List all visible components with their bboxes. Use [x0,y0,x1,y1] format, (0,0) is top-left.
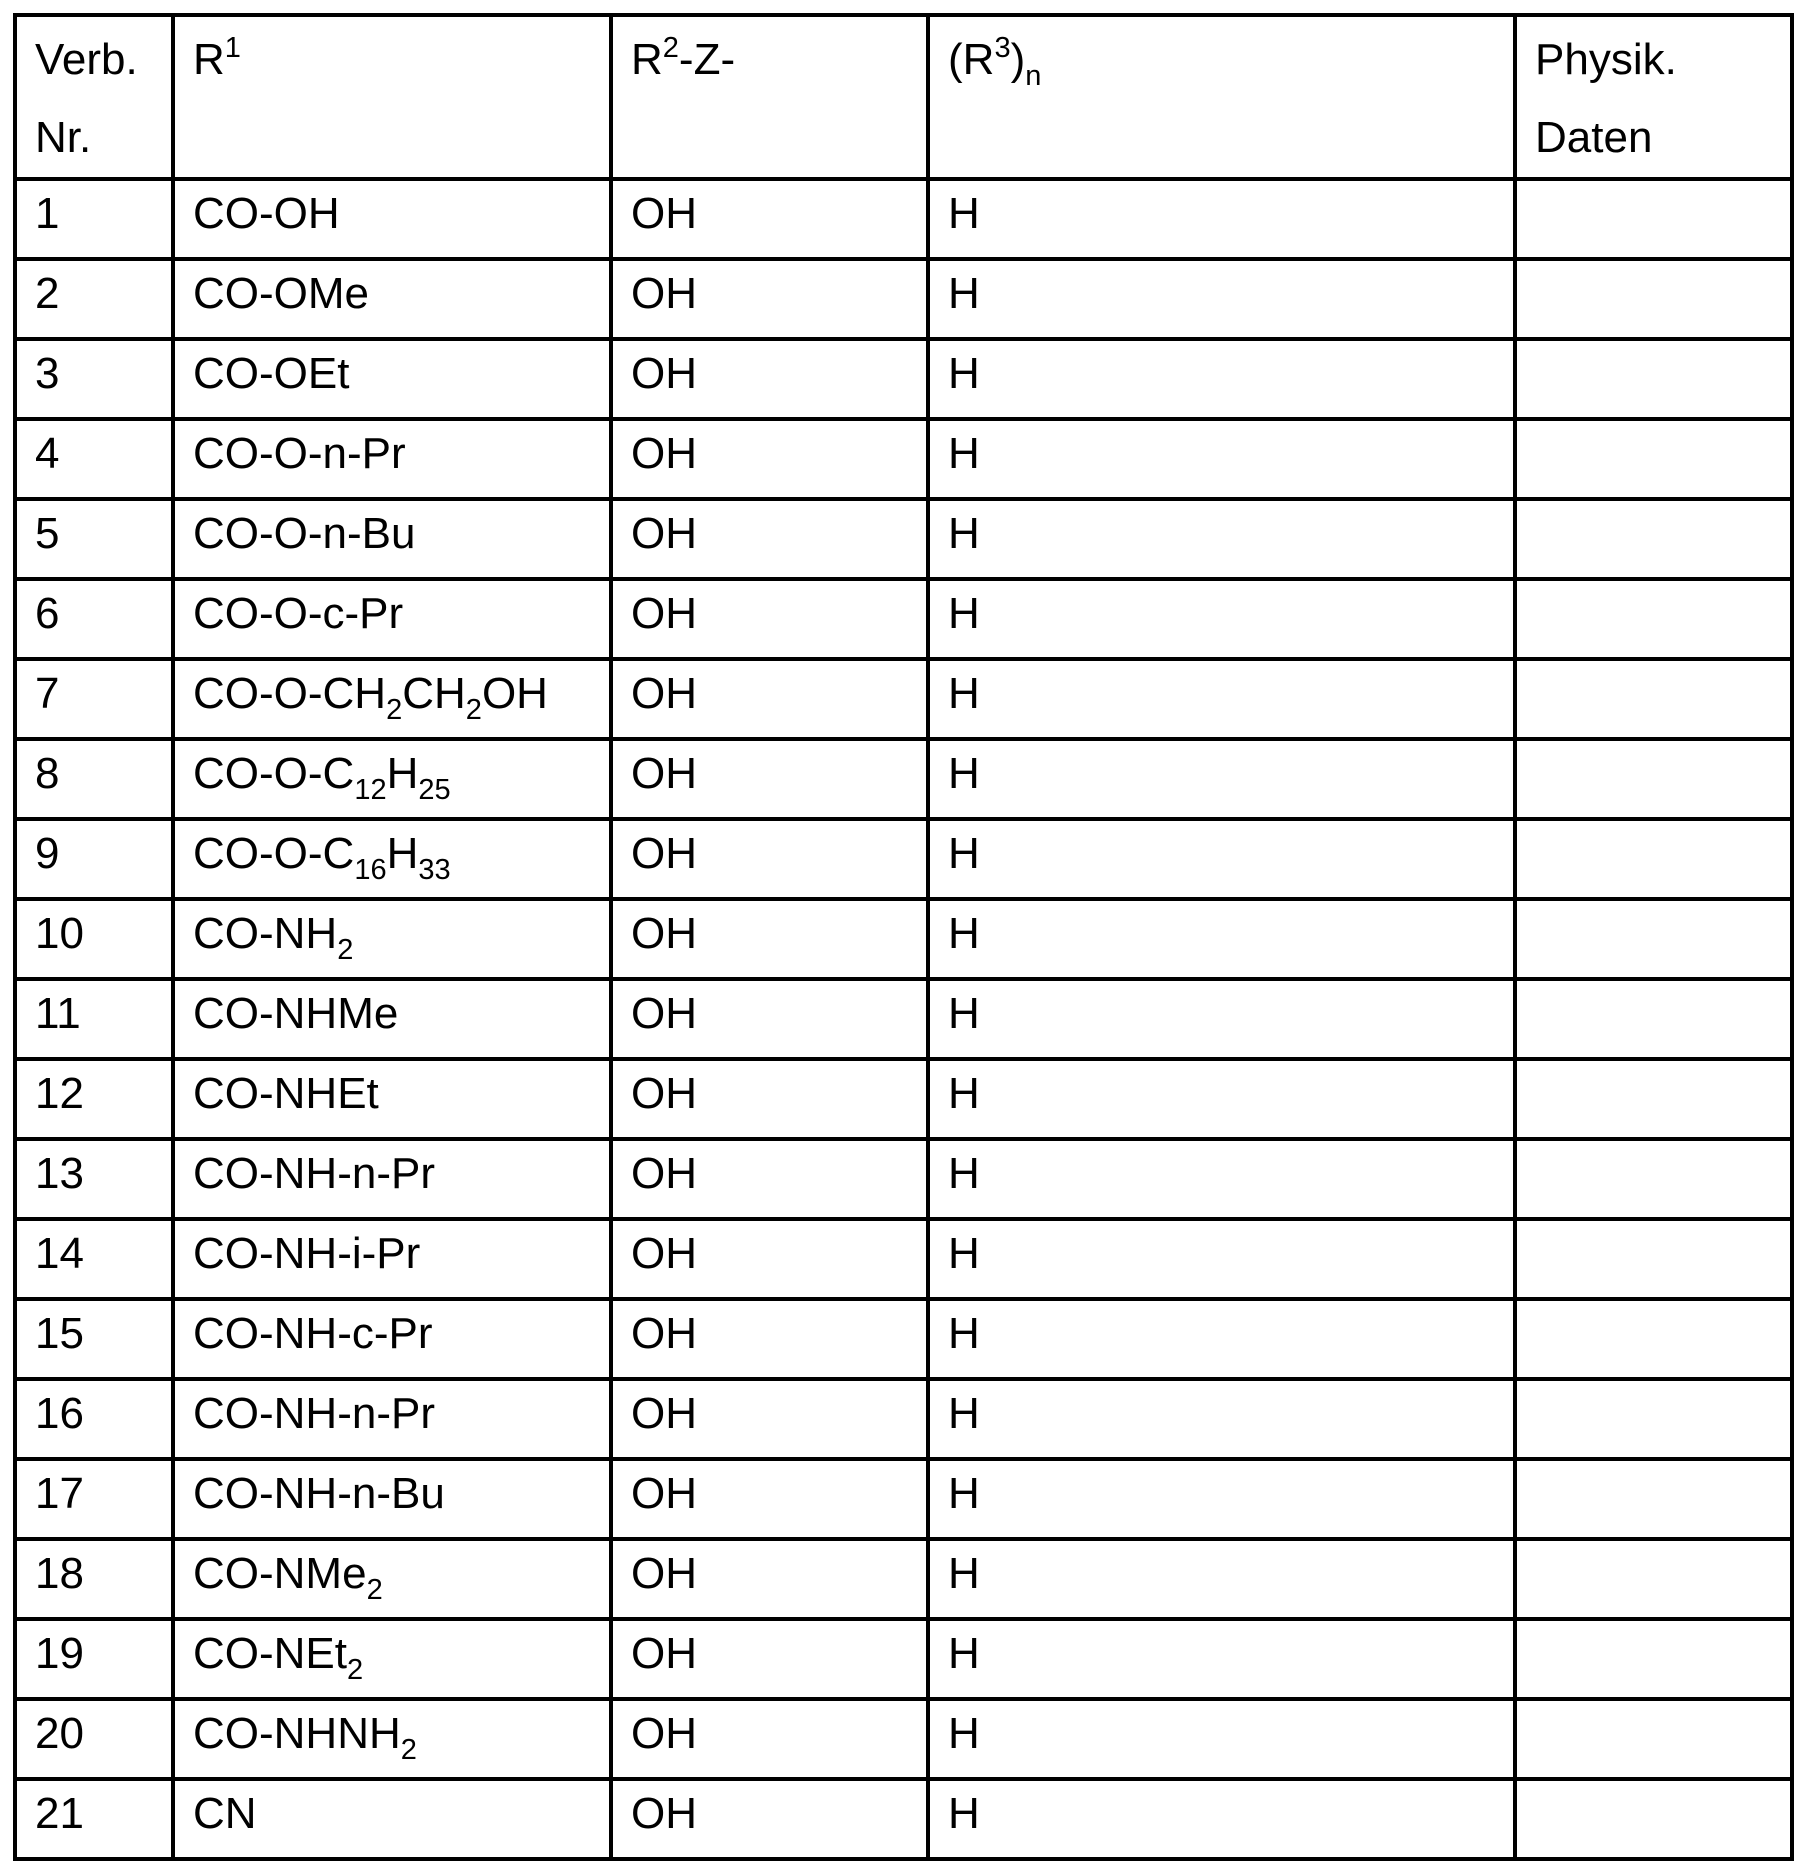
column-header-r3n [928,15,1515,179]
cell-physik [1515,499,1792,579]
cell-r3n: H [928,1779,1515,1859]
cell-r1: CO-NMe$_2$ [173,1539,611,1619]
cell-nr: 11 [15,979,173,1059]
cell-r3n: H [928,1619,1515,1699]
table-row [15,899,1792,979]
table-row [15,1619,1792,1699]
subscript: 25 [418,774,451,806]
cell-nr: 14 [15,1219,173,1299]
subscript: 12 [354,774,387,806]
cell-r1: CO-NH-n-Pr [173,1139,611,1219]
subscript: n [1025,60,1042,92]
table-row [15,579,1792,659]
cell-r2z: OH [611,179,928,259]
table-row [15,259,1792,339]
subscript: 2 [366,1574,383,1606]
cell-nr: 2 [15,259,173,339]
column-header-line: Nr. [35,113,92,162]
cell-r3n: H [928,339,1515,419]
column-header-r1 [173,15,611,179]
subscript: 2 [465,694,482,726]
cell-r1: CO-O-c-Pr [173,579,611,659]
cell-r3n: H [928,979,1515,1059]
cell-physik [1515,819,1792,899]
cell-r3n: H [928,179,1515,259]
column-header-line: $R^2-Z-$ [631,32,736,84]
cell-r1: $CO-O-C_{12}H_{25}$ [173,739,611,819]
subscript: 2 [400,1734,417,1766]
cell-r2z: OH [611,1779,928,1859]
cell-r3n: H [928,579,1515,659]
cell-physik [1515,739,1792,819]
cell-nr: 16 [15,1379,173,1459]
cell-r2z: OH [611,1459,928,1539]
cell-r3n: H [928,1059,1515,1139]
cell-r2z: OH [611,1539,928,1619]
cell-nr: 13 [15,1139,173,1219]
table-row [15,419,1792,499]
cell-r1: CO-NHMe [173,979,611,1059]
table-row [15,1699,1792,1779]
table-row [15,979,1792,1059]
cell-r1: CO-O-n-Bu [173,499,611,579]
column-header-line: Physik. [1535,35,1677,84]
column-header-line: $R^1$ [193,32,241,84]
cell-r1: CO-OH [173,179,611,259]
cell-nr: 8 [15,739,173,819]
cell-r2z: OH [611,339,928,419]
cell-r3n: H [928,1139,1515,1219]
cell-r2z: OH [611,979,928,1059]
cell-physik [1515,1779,1792,1859]
column-header-line: $(R^3)_n$ [948,32,1042,92]
table-row [15,499,1792,579]
cell-nr: 1 [15,179,173,259]
cell-physik [1515,339,1792,419]
cell-r1: CO-OMe [173,259,611,339]
cell-r1: CO-NHEt [173,1059,611,1139]
cell-r2z: OH [611,739,928,819]
cell-r1: CO-NEt$_2$ [173,1619,611,1699]
cell-r2z: OH [611,1299,928,1379]
table-row [15,659,1792,739]
cell-r3n: H [928,1459,1515,1539]
cell-r3n: H [928,1539,1515,1619]
table-row [15,1779,1792,1859]
cell-physik [1515,1459,1792,1539]
cell-physik [1515,1299,1792,1379]
cell-physik [1515,1539,1792,1619]
cell-physik [1515,579,1792,659]
column-header-line: Daten [1535,113,1653,162]
cell-nr: 5 [15,499,173,579]
cell-nr: 10 [15,899,173,979]
cell-physik [1515,1059,1792,1139]
cell-r2z: OH [611,499,928,579]
table-row [15,1059,1792,1139]
compound-table [13,13,1794,1861]
cell-r1: CO-NH-c-Pr [173,1299,611,1379]
table-row [15,179,1792,259]
cell-physik [1515,659,1792,739]
cell-r3n: H [928,819,1515,899]
cell-r1: $CO-NHNH_2$ [173,1699,611,1779]
cell-r1: $CO-O-CH_2CH_2OH$ [173,659,611,739]
cell-r1: CO-NH-i-Pr [173,1219,611,1299]
cell-r2z: OH [611,1619,928,1699]
cell-r2z: OH [611,659,928,739]
cell-r2z: OH [611,1139,928,1219]
cell-physik [1515,419,1792,499]
cell-nr: 18 [15,1539,173,1619]
cell-r2z: OH [611,579,928,659]
cell-r2z: OH [611,259,928,339]
cell-nr: 20 [15,1699,173,1779]
superscript: 1 [224,32,241,64]
column-header-r2z [611,15,928,179]
subscript: 2 [347,1654,364,1686]
superscript: 2 [662,32,679,64]
cell-r1: CO-OEt [173,339,611,419]
table-row [15,1379,1792,1459]
table-body [15,179,1792,1859]
cell-r1: CO-NH-n-Bu [173,1459,611,1539]
table-row [15,1459,1792,1539]
cell-nr: 9 [15,819,173,899]
cell-physik [1515,179,1792,259]
cell-r2z: OH [611,1379,928,1459]
cell-r3n: H [928,419,1515,499]
subscript: 33 [418,854,451,886]
cell-r3n: H [928,499,1515,579]
cell-nr: 7 [15,659,173,739]
cell-physik [1515,1139,1792,1219]
cell-physik [1515,1699,1792,1779]
table-row [15,819,1792,899]
cell-r3n: H [928,1379,1515,1459]
table-row [15,1299,1792,1379]
cell-r3n: H [928,899,1515,979]
cell-physik [1515,979,1792,1059]
cell-r1: $CO-NH_2$ [173,899,611,979]
cell-physik [1515,899,1792,979]
cell-r3n: H [928,1219,1515,1299]
table-row [15,339,1792,419]
column-header-nr [15,15,173,179]
cell-r1: CO-NH-n-Pr [173,1379,611,1459]
superscript: 3 [994,32,1011,64]
cell-nr: 15 [15,1299,173,1379]
table-row [15,1539,1792,1619]
cell-r1: CO-O-n-Pr [173,419,611,499]
cell-nr: 21 [15,1779,173,1859]
cell-nr: 6 [15,579,173,659]
table-row [15,1219,1792,1299]
cell-r2z: OH [611,1059,928,1139]
cell-nr: 17 [15,1459,173,1539]
cell-r1: $CO-O-C_{16}H_{33}$ [173,819,611,899]
cell-nr: 3 [15,339,173,419]
table-row [15,739,1792,819]
subscript: 2 [386,694,403,726]
cell-physik [1515,1219,1792,1299]
header-row [15,15,1792,179]
cell-r2z: OH [611,1699,928,1779]
column-header-physik [1515,15,1792,179]
table-header [15,15,1792,179]
cell-physik [1515,1379,1792,1459]
cell-r2z: OH [611,1219,928,1299]
cell-r1: CN [173,1779,611,1859]
cell-physik [1515,259,1792,339]
cell-r2z: OH [611,419,928,499]
subscript: 16 [354,854,387,886]
subscript: 2 [337,934,354,966]
cell-nr: 4 [15,419,173,499]
cell-r3n: H [928,1699,1515,1779]
cell-r3n: H [928,739,1515,819]
cell-r2z: OH [611,819,928,899]
cell-nr: 19 [15,1619,173,1699]
cell-r3n: H [928,659,1515,739]
cell-nr: 12 [15,1059,173,1139]
column-header-line: Verb. [35,35,138,84]
cell-r3n: H [928,259,1515,339]
table-row [15,1139,1792,1219]
cell-physik [1515,1619,1792,1699]
cell-r3n: H [928,1299,1515,1379]
cell-r2z: OH [611,899,928,979]
